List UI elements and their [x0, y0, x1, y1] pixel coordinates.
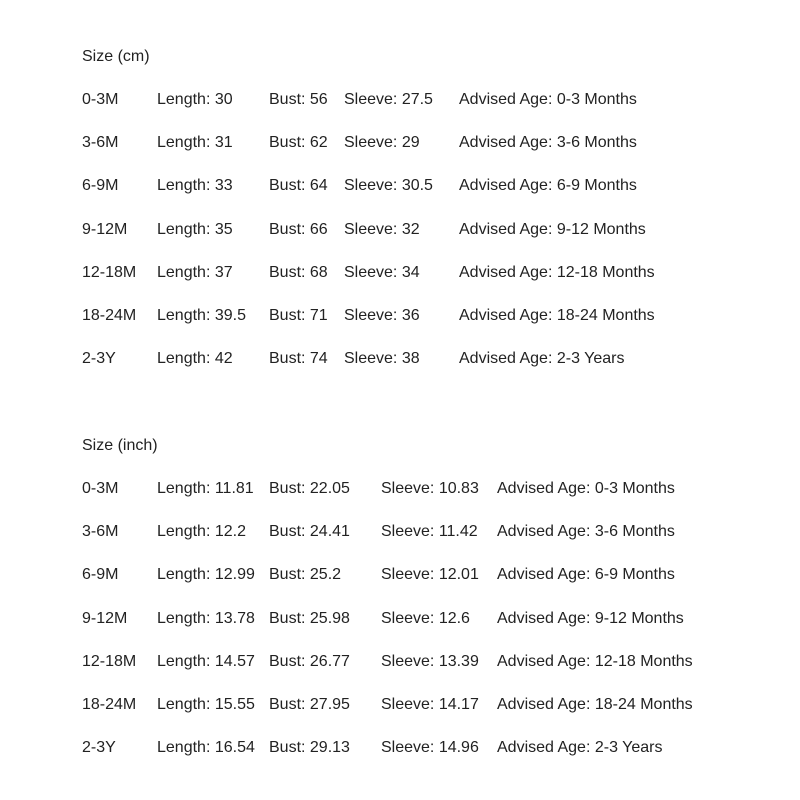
- size-label: 3-6M: [82, 134, 119, 152]
- bust-value: Bust: 66: [269, 220, 328, 238]
- bust-value: Bust: 26.77: [269, 652, 350, 670]
- size-rows-cm: [82, 90, 655, 368]
- size-row: [82, 90, 637, 109]
- length-value: Length: 31: [157, 134, 233, 152]
- bust-value: Bust: 56: [269, 91, 328, 108]
- advised-age-value: Advised Age: 3-6 Months: [497, 523, 675, 541]
- advised-age-value: Advised Age: 3-6 Months: [459, 134, 637, 152]
- sleeve-value: Sleeve: 34: [344, 263, 420, 281]
- bust-value: Bust: 68: [269, 263, 328, 281]
- bust-value: Bust: 29.13: [269, 739, 350, 757]
- advised-age-value: Advised Age: 18-24 Months: [459, 306, 655, 324]
- size-row: [82, 349, 625, 368]
- size-row: [82, 220, 646, 239]
- size-row: [82, 738, 663, 757]
- bust-value: Bust: 25.2: [269, 566, 342, 584]
- length-value: Length: 13.78: [157, 609, 255, 627]
- sleeve-value: Sleeve: 10.83: [381, 480, 479, 497]
- sleeve-value: Sleeve: 38: [344, 350, 420, 368]
- length-value: Length: 30: [157, 91, 233, 108]
- sleeve-value: Sleeve: 32: [344, 220, 420, 238]
- bust-value: Bust: 22.05: [269, 480, 350, 497]
- size-label: 0-3M: [82, 480, 119, 497]
- size-row: [82, 609, 684, 628]
- size-label: 18-24M: [82, 695, 137, 713]
- length-value: Length: 33: [157, 177, 233, 195]
- advised-age-value: Advised Age: 9-12 Months: [497, 609, 684, 627]
- size-label: 12-18M: [82, 652, 137, 670]
- section-title-inch: Size (inch): [82, 437, 158, 454]
- size-label: 12-18M: [82, 263, 137, 281]
- advised-age-value: Advised Age: 12-18 Months: [497, 652, 693, 670]
- size-row: [82, 479, 675, 498]
- advised-age-value: Advised Age: 2-3 Years: [497, 739, 663, 757]
- sleeve-value: Sleeve: 30.5: [344, 177, 433, 195]
- length-value: Length: 37: [157, 263, 233, 281]
- advised-age-value: Advised Age: 6-9 Months: [459, 177, 637, 195]
- size-row: [82, 176, 637, 195]
- length-value: Length: 12.2: [157, 523, 246, 541]
- sleeve-value: Sleeve: 27.5: [344, 91, 433, 108]
- sleeve-value: Sleeve: 29: [344, 134, 420, 152]
- sleeve-value: Sleeve: 12.6: [381, 609, 470, 627]
- length-value: Length: 16.54: [157, 739, 255, 757]
- size-chart-inch: [82, 436, 693, 781]
- size-row: [82, 306, 655, 325]
- size-label: 6-9M: [82, 177, 119, 195]
- size-row: [82, 565, 675, 584]
- size-label: 3-6M: [82, 523, 119, 541]
- size-rows-inch: [82, 479, 693, 757]
- length-value: Length: 42: [157, 350, 233, 368]
- length-value: Length: 11.81: [157, 480, 254, 497]
- length-value: Length: 15.55: [157, 695, 255, 713]
- length-value: Length: 39.5: [157, 306, 246, 324]
- sleeve-value: Sleeve: 14.17: [381, 695, 479, 713]
- size-label: 9-12M: [82, 220, 128, 238]
- sleeve-value: Sleeve: 36: [344, 306, 420, 324]
- bust-value: Bust: 71: [269, 306, 328, 324]
- section-title-cm: Size (cm): [82, 48, 150, 65]
- size-row: [82, 263, 655, 282]
- size-row: [82, 695, 693, 714]
- advised-age-value: Advised Age: 18-24 Months: [497, 695, 693, 713]
- advised-age-value: Advised Age: 0-3 Months: [497, 480, 675, 497]
- advised-age-value: Advised Age: 12-18 Months: [459, 263, 655, 281]
- sleeve-value: Sleeve: 14.96: [381, 739, 479, 757]
- size-row: [82, 133, 637, 152]
- advised-age-value: Advised Age: 2-3 Years: [459, 350, 625, 368]
- size-row: [82, 652, 693, 671]
- size-chart-cm: [82, 47, 655, 392]
- bust-value: Bust: 74: [269, 350, 328, 368]
- bust-value: Bust: 64: [269, 177, 328, 195]
- advised-age-value: Advised Age: 6-9 Months: [497, 566, 675, 584]
- sleeve-value: Sleeve: 13.39: [381, 652, 479, 670]
- advised-age-value: Advised Age: 0-3 Months: [459, 91, 637, 108]
- bust-value: Bust: 25.98: [269, 609, 350, 627]
- advised-age-value: Advised Age: 9-12 Months: [459, 220, 646, 238]
- length-value: Length: 35: [157, 220, 233, 238]
- sleeve-value: Sleeve: 11.42: [381, 523, 478, 541]
- size-label: 0-3M: [82, 91, 119, 108]
- length-value: Length: 12.99: [157, 566, 255, 584]
- size-row: [82, 522, 675, 541]
- size-label: 2-3Y: [82, 739, 116, 757]
- bust-value: Bust: 62: [269, 134, 328, 152]
- length-value: Length: 14.57: [157, 652, 255, 670]
- size-label: 6-9M: [82, 566, 119, 584]
- bust-value: Bust: 24.41: [269, 523, 350, 541]
- size-label: 9-12M: [82, 609, 128, 627]
- size-label: 18-24M: [82, 306, 137, 324]
- sleeve-value: Sleeve: 12.01: [381, 566, 479, 584]
- bust-value: Bust: 27.95: [269, 695, 350, 713]
- size-label: 2-3Y: [82, 350, 116, 368]
